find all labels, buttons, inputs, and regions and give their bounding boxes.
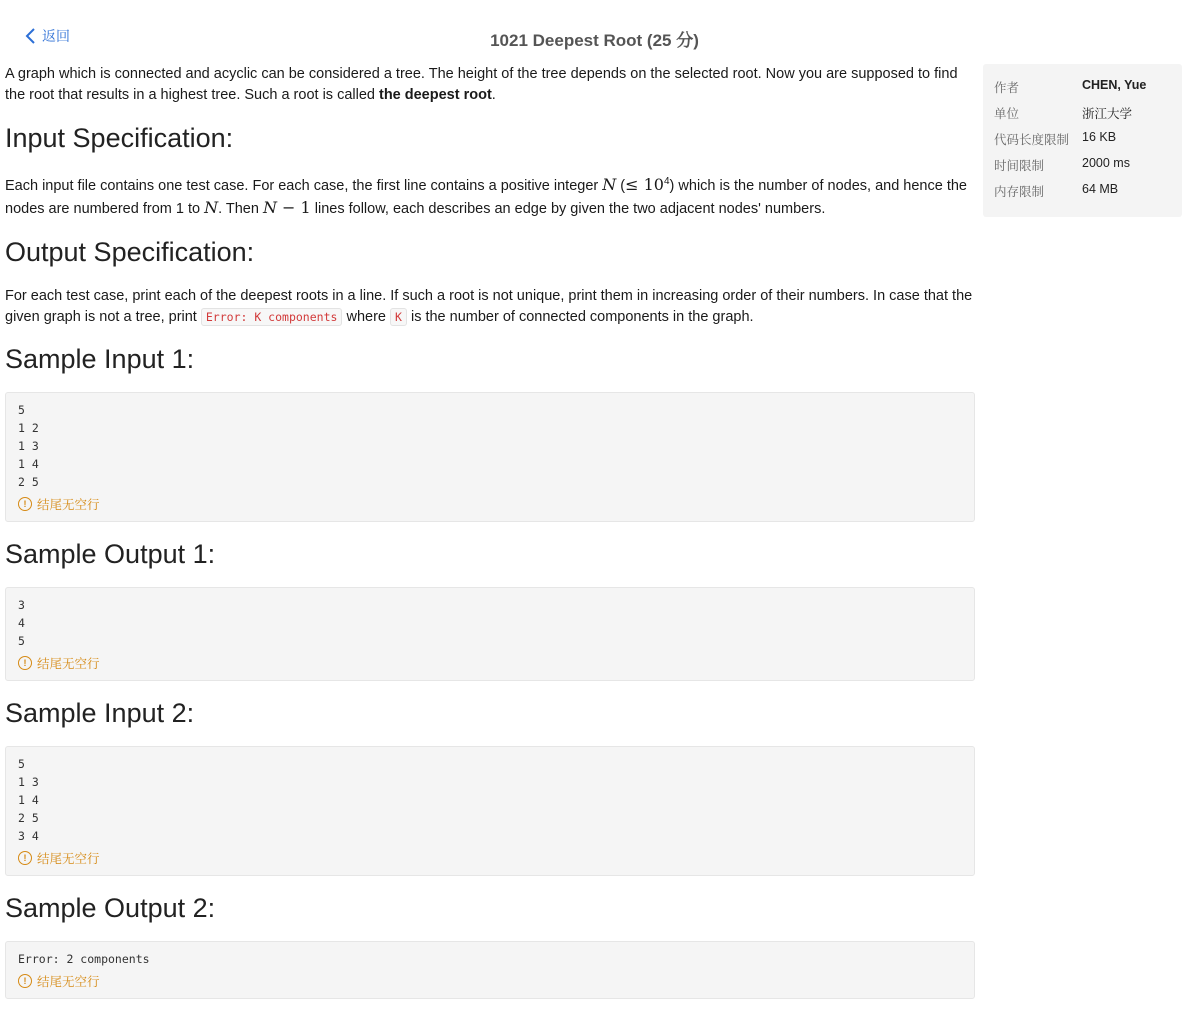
sample-output-1-heading: Sample Output 1: <box>5 538 216 569</box>
info-row-organization: 单位 浙江大学 <box>994 107 1133 121</box>
sample-output-2-content: Error: 2 components <box>18 951 150 966</box>
problem-info-panel <box>983 64 1182 217</box>
info-row-author: 作者 CHEN, Yue <box>994 78 1147 95</box>
sample-input-1-block <box>5 392 975 522</box>
sample-input-2-content: 5 1 3 1 4 2 5 3 4 <box>18 756 39 843</box>
no-trailing-newline-note: ! 结尾无空行 <box>18 495 962 513</box>
sample-input-2-heading: Sample Input 2: <box>5 697 195 728</box>
k-code: K <box>390 308 407 326</box>
back-label: 返回 <box>42 28 70 44</box>
sample-output-2-heading: Sample Output 2: <box>5 892 216 923</box>
error-format-code: Error: K components <box>201 308 343 326</box>
sample-output-1-block <box>5 587 975 681</box>
no-trailing-newline-note: ! 结尾无空行 <box>18 849 962 867</box>
input-spec-text: Each input file contains one test case. For each case, the first line contains a positive integer N (≤ $10^4$) which is the number of nodes, and hence the nodes are numbered from 1 to N. Then N − 1 lines follow, each describes an edge by given the two adjacent nodes' numbers. <box>5 174 967 217</box>
problem-description: A graph which is connected and acyclic can be considered a tree. The height of the tree depends on the selected root. Now you are supposed to find the root that results in a highest tree. Such a root is called the deepest root. <box>5 66 958 103</box>
output-spec-heading: Output Specification: <box>5 236 255 267</box>
sample-output-2-block <box>5 941 975 999</box>
info-row-code-size-limit: 代码长度限制 16 KB <box>994 130 1117 147</box>
no-trailing-newline-note: ! 结尾无空行 <box>18 972 962 990</box>
warning-circle-icon: ! <box>18 656 32 670</box>
top-bar <box>0 0 1189 60</box>
info-row-time-limit: 时间限制 2000 ms <box>994 156 1130 173</box>
problem-content <box>5 62 975 999</box>
warning-circle-icon: ! <box>18 851 32 865</box>
sample-output-1-content: 3 4 5 <box>18 597 25 648</box>
info-row-memory-limit: 内存限制 64 MB <box>994 182 1119 199</box>
no-trailing-newline-note: ! 结尾无空行 <box>18 654 962 672</box>
deepest-root-term: the deepest root <box>378 87 492 103</box>
warning-circle-icon: ! <box>18 497 32 511</box>
output-spec-text: For each test case, print each of the deepest roots in a line. If such a root is not unique, print them in increasing order of their numbers. In case that the given graph is not a tree, print Error: K components where K is the number of connected components in the graph. <box>5 287 973 325</box>
warning-circle-icon: ! <box>18 974 32 988</box>
sample-input-1-heading: Sample Input 1: <box>5 343 195 374</box>
input-spec-heading: Input Specification: <box>5 123 234 153</box>
page-title: 1021 Deepest Root (25 分) <box>490 31 699 50</box>
sample-input-1-content: 5 1 2 1 3 1 4 2 5 <box>18 402 39 489</box>
sample-input-2-block <box>5 746 975 876</box>
